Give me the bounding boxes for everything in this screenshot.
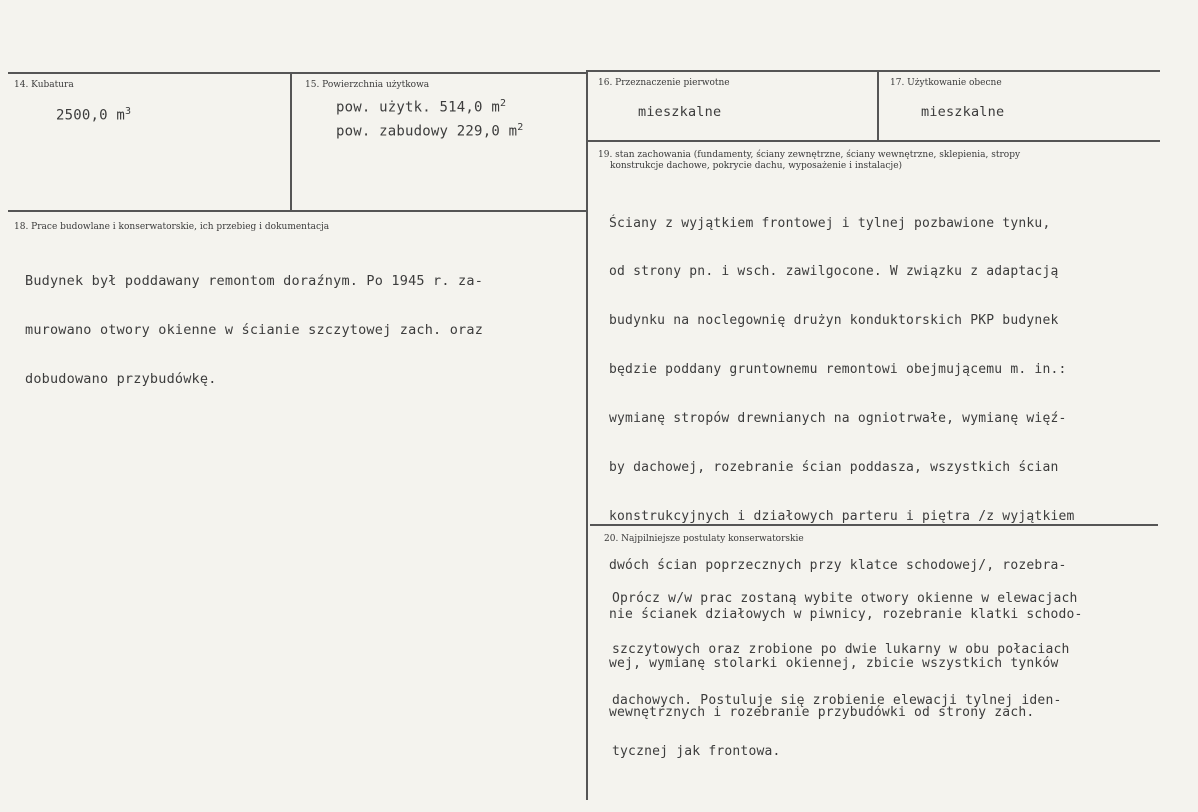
field-18-label: 18. Prace budowlane i konserwatorskie, ich przebieg i dokumentacja	[14, 222, 330, 232]
field-15-line2	[336, 120, 523, 140]
field-19-line: wej, wymianę stolarki okiennej, zbicie wszystkich tynków	[609, 655, 1059, 671]
field-15-label: 15. Powierzchnia użytkowa	[305, 80, 430, 90]
field-20-text	[612, 556, 1078, 794]
field-19-label-line1: 19. stan zachowania (fundamenty, ściany zewnętrzne, ściany wewnętrzne, sklepienia, stropy	[598, 150, 1021, 160]
field-18-line: Budynek był poddawany remontom doraźnym. Po 1945 r. za-	[25, 273, 484, 290]
built-area-text: pow. zabudowy 229,0 m	[336, 123, 518, 140]
field-19-line: wymianę stropów drewnianych na ogniotrwałe, wymianę więź-	[609, 411, 1067, 427]
field-14-value	[56, 104, 131, 124]
field-19-line: by dachowej, rozebranie ścian poddasza, wszystkich ścian	[609, 460, 1059, 476]
usable-area-exponent: 2	[499, 98, 507, 109]
rule-under-15	[8, 210, 586, 212]
kubatura-text: 2500,0 m	[56, 107, 126, 124]
field-20-line: tycznej jak frontowa.	[612, 744, 781, 759]
field-16-label: 16. Przeznaczenie pierwotne	[598, 78, 730, 88]
field-20-line: dachowych. Postuluje się zrobienie elewacji tylnej iden-	[612, 693, 1062, 708]
field-19-label-line2: konstrukcje dachowe, pokrycie dachu, wyposażenie i instalacje)	[610, 161, 903, 171]
field-17-label: 17. Użytkowanie obecne	[890, 78, 1002, 88]
field-16-value: mieszkalne	[638, 104, 722, 120]
field-18-text	[25, 241, 483, 419]
divider-left-right	[586, 70, 588, 800]
field-19-line: będzie poddany gruntownemu remontowi obejmującemu m. in.:	[609, 362, 1067, 378]
usable-area-text: pow. użytk. 514,0 m	[336, 99, 500, 116]
top-rule-left	[8, 72, 586, 74]
field-15-line1	[336, 96, 506, 116]
field-20-label: 20. Najpilniejsze postulaty konserwatorskie	[604, 534, 804, 544]
divider-16-17	[877, 70, 879, 142]
field-19-line: od strony pn. i wsch. zawilgocone. W związku z adaptacją	[609, 264, 1059, 280]
field-17-value: mieszkalne	[921, 104, 1005, 120]
rule-under-16-17	[588, 140, 1160, 142]
field-18-line: murowano otwory okienne w ścianie szczytowej zach. oraz	[25, 322, 484, 339]
built-area-exponent: 2	[517, 122, 524, 133]
field-19-line: budynku na noclegownię drużyn konduktorskich PKP budynek	[609, 313, 1059, 329]
field-20-line: szczytowych oraz zrobione po dwie lukarny w obu połaciach	[612, 642, 1070, 657]
field-19-line: nie ścianek działowych w piwnicy, rozebranie klatki schodo-	[609, 606, 1083, 622]
field-20-line: Oprócz w/w prac zostaną wybite otwory okienne w elewacjach	[612, 591, 1078, 606]
field-19-line: konstrukcyjnych i działowych parteru i piętra /z wyjątkiem	[609, 508, 1075, 524]
kubatura-exponent: 3	[125, 106, 132, 117]
field-18-line: dobudowano przybudówkę.	[25, 370, 217, 387]
field-19-line: dwóch ścian poprzecznych przy klatce schodowej/, rozebra-	[609, 557, 1067, 573]
top-rule-right	[588, 70, 1160, 72]
field-19-line: Ściany z wyjątkiem frontowej i tylnej pozbawione tynku,	[609, 215, 1051, 231]
field-19-line: wewnętrznych i rozebranie przybudówki od strony zach.	[609, 704, 1035, 720]
field-14-label: 14. Kubatura	[14, 80, 74, 90]
divider-14-15	[290, 72, 292, 212]
